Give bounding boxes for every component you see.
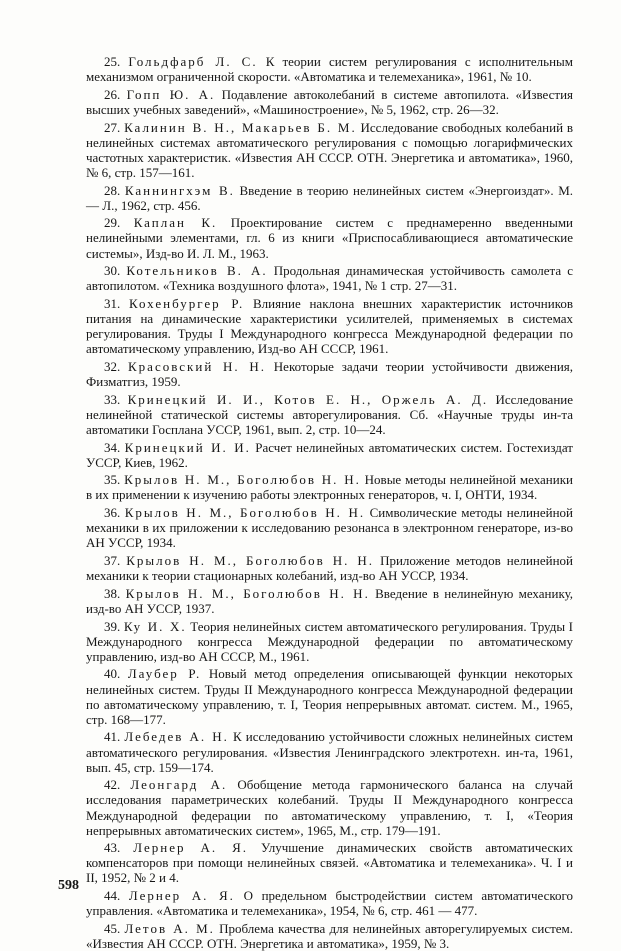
reference-41: 41. Лебедев А. Н. К исследованию устойчивости сложных нелинейных систем автоматического регулирования. «Известия Ленинградского электротехн. ин-та, 1961, вып. 45, стр. 159—174. bbox=[86, 729, 574, 775]
reference-30: 30. Котельников В. А. Продольная динамическая устойчивость самолета с автопилотом. «Техника воздушного флота», 1941, № 1 стр. 27—31. bbox=[86, 263, 574, 294]
bibliography-list bbox=[86, 54, 573, 951]
reference-44: 44. Лернер А. Я. О предельном быстродействии систем автоматического управления. «Автоматика и телемеханика», 1954, № 6, стр. 461 — 477. bbox=[86, 888, 574, 919]
reference-29: 29. Каплан К. Проектирование систем с преднамеренно введенными нелинейными элементами, гл. 6 из книги «Приспосабливающиеся автоматические системы», Изд-во И. Л. М., 1963. bbox=[86, 215, 574, 261]
reference-27: 27. Калинин В. Н., Макарьев Б. М. Исследование свободных колебаний в нелинейных системах автоматического регулирования с помощью логарифмических частотных характеристик. «Известия АН СССР. ОТН. Энергетика и автоматика», 1960, № 6, стр. 157—161. bbox=[86, 119, 573, 180]
reference-40: 40. Лаубер Р. Новый метод определения описывающей функции некоторых нелинейных систем. Труды II Международного конгресса Международной федерации по автоматическому управлению, т. I, Теория непрерывных автомат. систем. М., 1965, стр. 168—177. bbox=[86, 666, 574, 727]
reference-33: 33. Кринецкий И. И., Котов Е. Н., Оржель А. Д. Исследование нелинейной статической системы авторегулирования. Сб. «Научные труды ин-та автоматики Госплана УССР, 1961, вып. 2, стр. 10—24. bbox=[86, 391, 574, 437]
reference-36: 36. Крылов Н. М., Боголюбов Н. Н. Символические методы нелинейной механики в их приложении к исследованию резонанса в электронном генераторе, из-во АН УССР, 1934. bbox=[86, 505, 574, 551]
reference-31: 31. Кохенбургер Р. Влияние наклона внешних характеристик источников питания на динамические характеристики усилителей, применяемых в системах регулирования. Труды I Международного конгресса Международной федерации по автоматическому управлению, Изд-во АН СССР, 1961. bbox=[86, 295, 574, 357]
reference-42: 42. Леонгард А. Обобщение метода гармонического баланса на случай исследования параметрических колебаний. Труды II Международного конгресса Международной федерации по автоматическому управлению, т. I, «Теория непрерывных автоматических систем», 1965, М., стр. 179—191. bbox=[86, 777, 574, 838]
reference-28: 28. Каннингхэм В. Введение в теорию нелинейных систем «Энергоиздат». М. — Л., 1962, стр. 456. bbox=[86, 182, 574, 213]
reference-38: 38. Крылов Н. М., Боголюбов Н. Н. Введение в нелинейную механику, изд-во АН УССР, 1937. bbox=[86, 585, 574, 616]
reference-43: 43. Лернер А. Я. Улучшение динамических свойств автоматических компенсаторов при помощи нелинейных связей. «Автоматика и телемеханика». Ч. I и II, 1952, № 2 и 4. bbox=[86, 840, 573, 886]
reference-26: 26. Гопп Ю. А. Подавление автоколебаний в системе автопилота. «Известия высших учебных заведений», «Машиностроение», № 5, 1962, стр. 26—32. bbox=[86, 86, 574, 117]
reference-39: 39. Ку И. Х. Теория нелинейных систем автоматического регулирования. Труды I Международного конгресса Международной федерации по автоматическому управлению, изд-во АН СССР, М., 1961. bbox=[86, 618, 574, 664]
reference-37: 37. Крылов Н. М., Боголюбов Н. Н. Приложение методов нелинейной механики к теории стационарных колебаний, изд-во АН УССР, 1934. bbox=[86, 553, 574, 584]
reference-32: 32. Красовский Н. Н. Некоторые задачи теории устойчивости движения, Физматгиз, 1959. bbox=[86, 358, 574, 390]
page-number: 598 bbox=[58, 878, 79, 893]
reference-35: 35. Крылов Н. М., Боголюбов Н. Н. Новые методы нелинейной механики в их применении к изучению работы электронных генераторов, ч. I, ОНТИ, 1934. bbox=[86, 472, 573, 503]
reference-25: 25. Гольдфарб Л. С. К теории систем регулирования с исполнительным механизмом ограниченной скорости. «Автоматика и телемеханика», 1961, № 10. bbox=[86, 54, 574, 85]
reference-45: 45. Летов А. М. Проблема качества для нелинейных авторегулируемых систем. «Известия АН СССР. ОТН. Энергетика и автоматика», 1959, № 3. bbox=[86, 920, 574, 951]
reference-34: 34. Кринецкий И. И. Расчет нелинейных автоматических систем. Гостехиздат УССР, Киев, 1962. bbox=[86, 439, 573, 470]
